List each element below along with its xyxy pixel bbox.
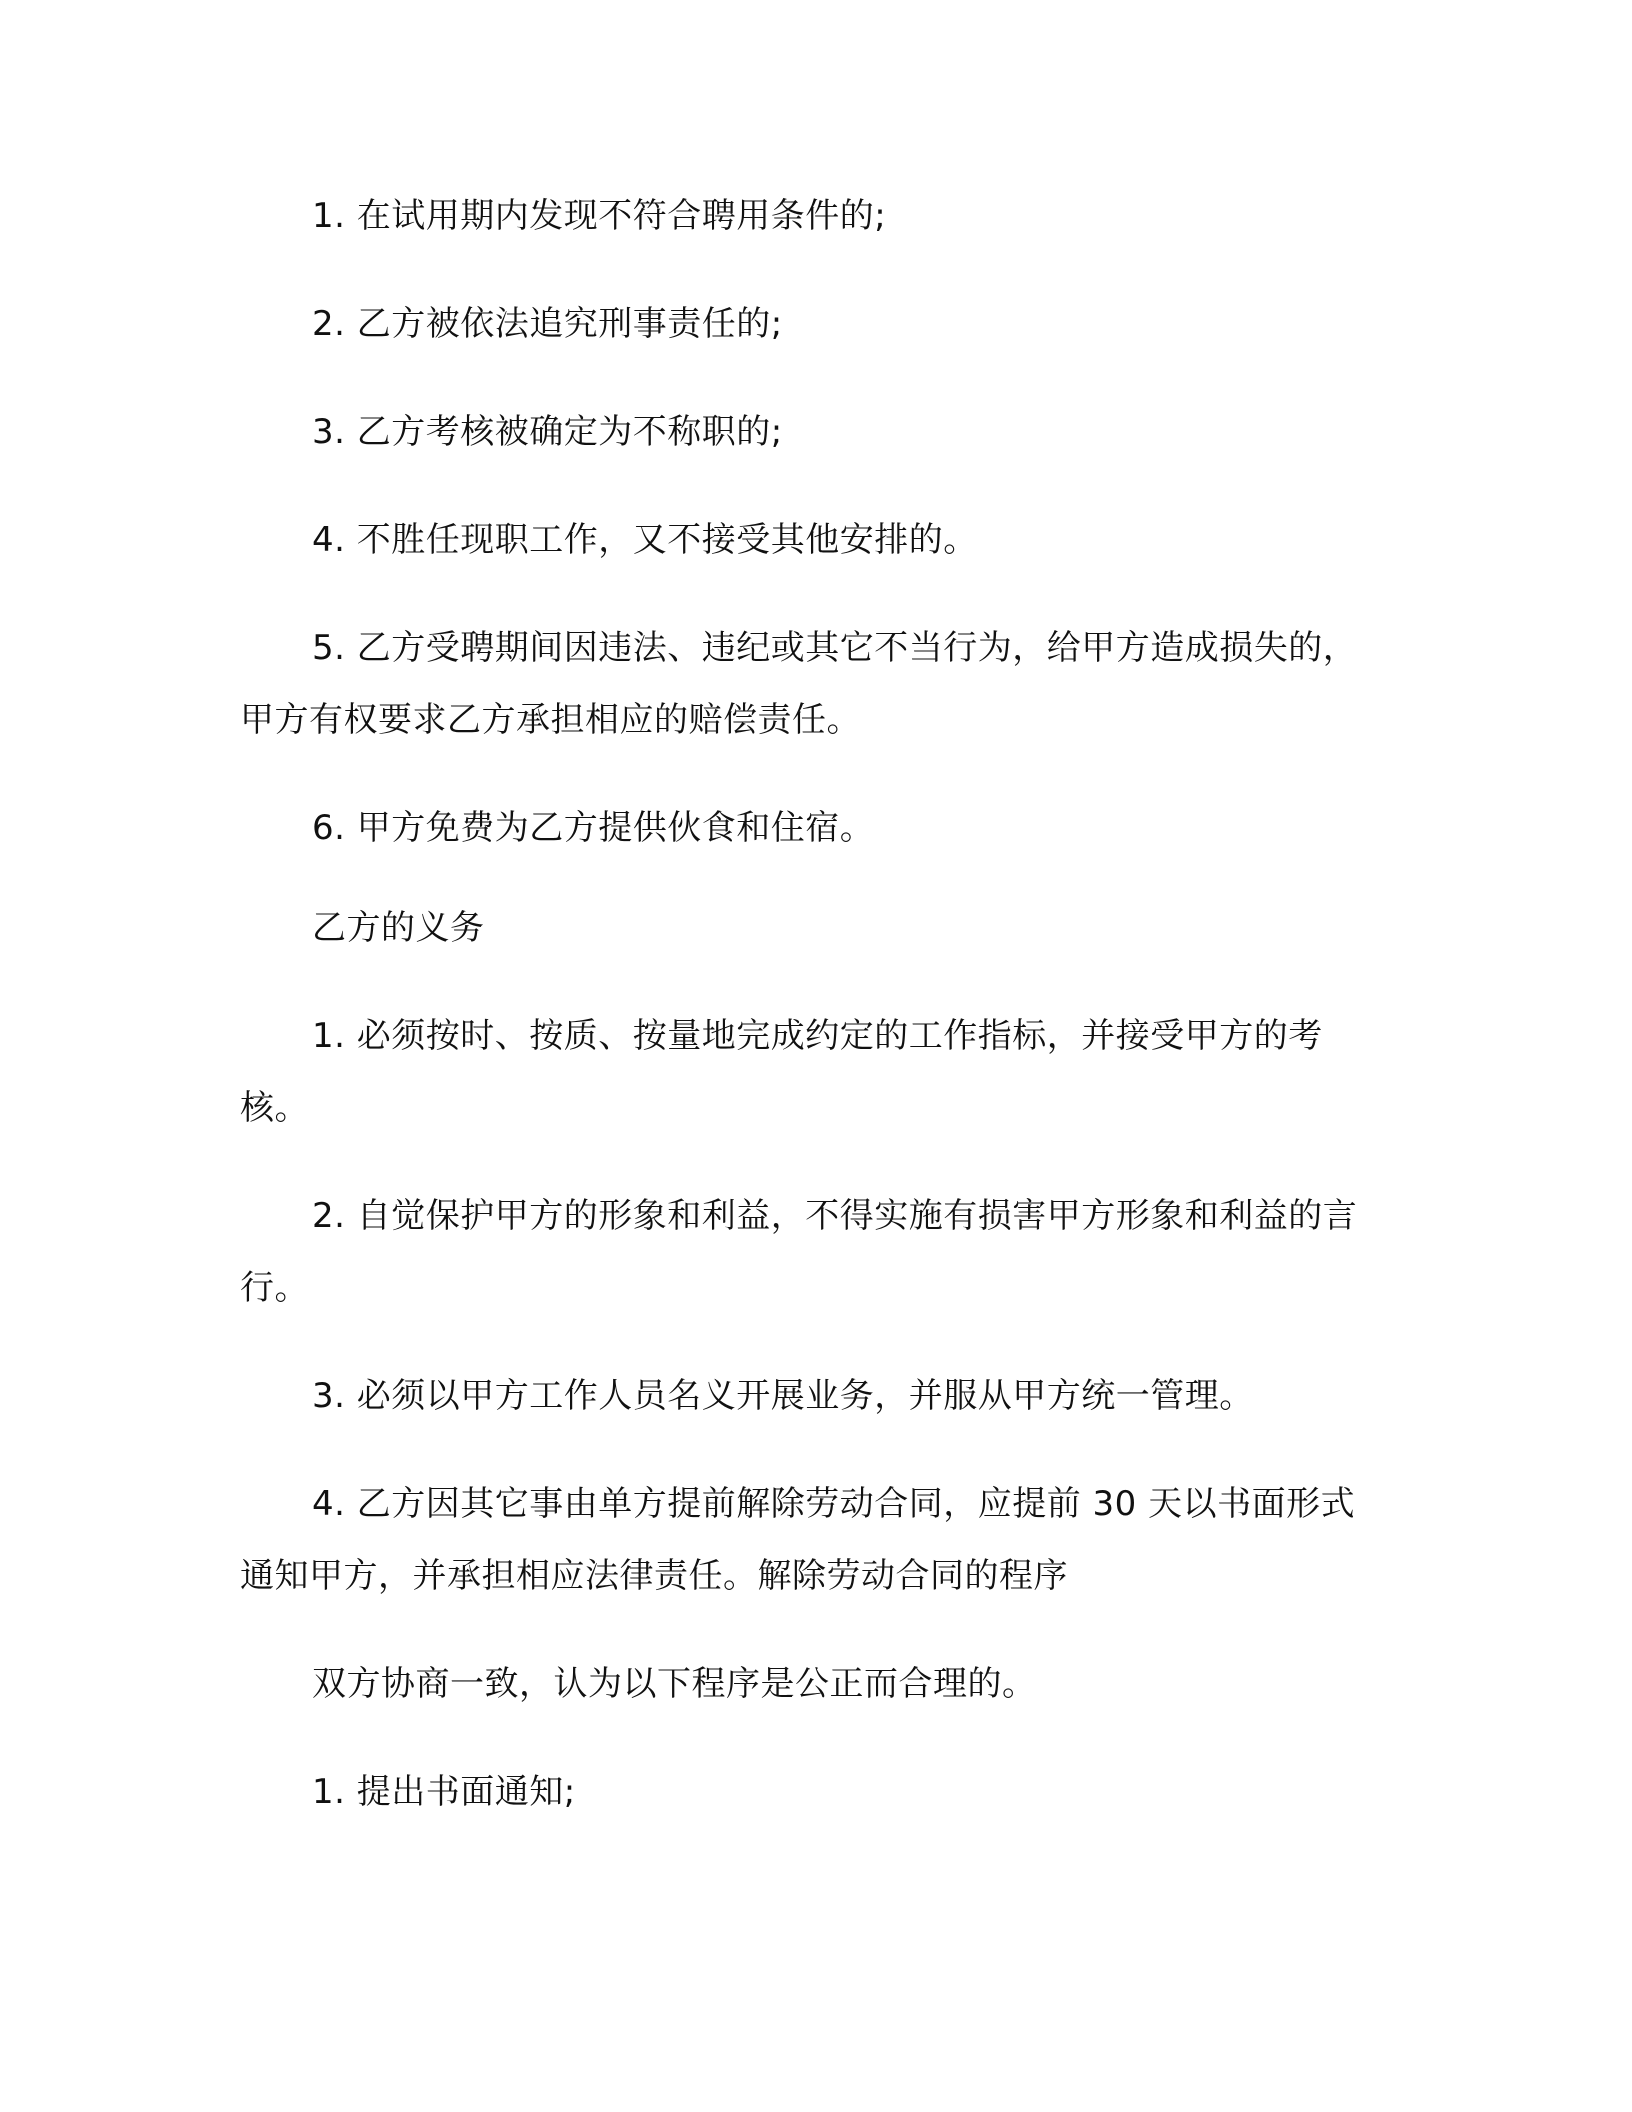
paragraph-11: 双方协商一致，认为以下程序是公正而合理的。 [312,1664,1037,1704]
paragraph-10: 4. 乙方因其它事由单方提前解除劳动合同，应提前 30 天以书面形式通知甲方，并承担相应法律责任。解除劳动合同的程序 [240,1484,1356,1596]
paragraph-3: 3. 乙方考核被确定为不称职的; [312,412,783,452]
paragraph-7: 1. 必须按时、按质、按量地完成约定的工作指标，并接受甲方的考核。 [240,1016,1323,1128]
section-heading-yifang-obligations: 乙方的义务 [312,908,485,948]
paragraph-4: 4. 不胜任现职工作，又不接受其他安排的。 [312,520,978,560]
paragraph-8: 2. 自觉保护甲方的形象和利益，不得实施有损害甲方形象和利益的言行。 [240,1196,1358,1308]
paragraph-5: 5. 乙方受聘期间因违法、违纪或其它不当行为，给甲方造成损失的，甲方有权要求乙方承担相应的赔偿责任。 [240,628,1358,740]
paragraph-2: 2. 乙方被依法追究刑事责任的; [312,304,783,344]
paragraph-9: 3. 必须以甲方工作人员名义开展业务，并服从甲方统一管理。 [312,1376,1254,1416]
paragraph-1: 1. 在试用期内发现不符合聘用条件的; [312,196,887,236]
paragraph-12: 1. 提出书面通知; [312,1772,576,1812]
document-body [240,180,1380,1828]
paragraph-6: 6. 甲方免费为乙方提供伙食和住宿。 [312,808,875,848]
